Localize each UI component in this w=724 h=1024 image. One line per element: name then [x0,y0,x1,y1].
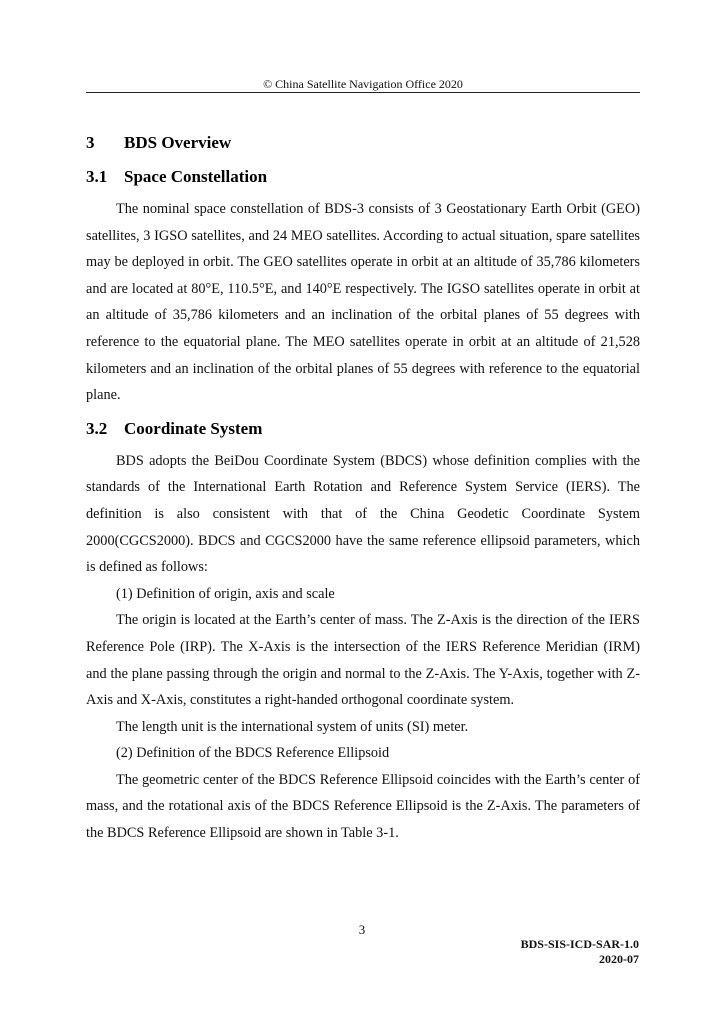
page-body [86,130,640,847]
section-3-1-heading [86,164,640,190]
document-id-block [521,937,639,967]
section-3-2-title: Coordinate System [124,418,263,438]
document-date: 2020-07 [599,952,639,966]
section-3-title: BDS Overview [124,133,232,152]
ellipsoid-definition-heading: (2) Definition of the BDCS Reference Ellipsoid [116,745,390,762]
length-unit-paragraph: The length unit is the international system of units (SI) meter. [116,718,469,735]
document-id: BDS-SIS-ICD-SAR-1.0 [520,937,639,951]
copyright-notice: © China Satellite Navigation Office 2020 [263,77,463,91]
ellipsoid-paragraph: The geometric center of the BDCS Reference Ellipsoid coincides with the Earth’s center of mass, and the rotational axis of the BDCS Reference Ellipsoid is the Z-Axis. The parameters of the BDCS Reference Ellipsoid are shown in Table 3-1. [86,771,640,842]
bdcs-intro-paragraph: BDS adopts the BeiDou Coordinate System (BDCS) whose definition complies with the standards of the International Earth Rotation and Reference System Service (IERS). The definition is also consistent with that of the China Geodetic Coordinate System 2000(CGCS2000). BDCS and CGCS2000 have the same reference ellipsoid parameters, which is defined as follows: [86,452,640,576]
origin-axis-scale-heading: (1) Definition of origin, axis and scale [116,585,335,602]
section-3-number: 3 [86,133,95,152]
origin-definition-paragraph: The origin is located at the Earth’s center of mass. The Z-Axis is the direction of the IERS Reference Pole (IRP). The X-Axis is the intersection of the IERS Reference Meridian (IRM) and the plane passing through the origin and normal to the Z-Axis. The Y-Axis, together with Z-Axis and X-Axis, constitutes a right-handed orthogonal coordinate system. [86,612,640,709]
page-number: 3 [358,922,366,937]
constellation-paragraph: The nominal space constellation of BDS-3 consists of 3 Geostationary Earth Orbit (GEO) satellites, 3 IGSO satellites, and 24 MEO satellites. According to actual situation, spare satellites may be deployed in orbit. The GEO satellites operate in orbit at an altitude of 35,786 kilometers and are located at 80°E, 110.5°E, and 140°E respectively. The IGSO satellites operate in orbit at an altitude of 35,786 kilometers and an inclination of the orbital planes of 55 degrees with reference to the equatorial plane. The MEO satellites operate in orbit at an altitude of 21,528 kilometers and an inclination of the orbital planes of 55 degrees with reference to the equatorial plane. [86,201,640,404]
section-3-heading [86,130,640,156]
section-3-2-number: 3.2 [86,418,108,438]
section-3-1-number: 3.1 [86,167,108,186]
page-header [86,77,640,93]
section-3-2-heading [86,416,640,442]
section-3-1-title: Space Constellation [124,167,268,186]
